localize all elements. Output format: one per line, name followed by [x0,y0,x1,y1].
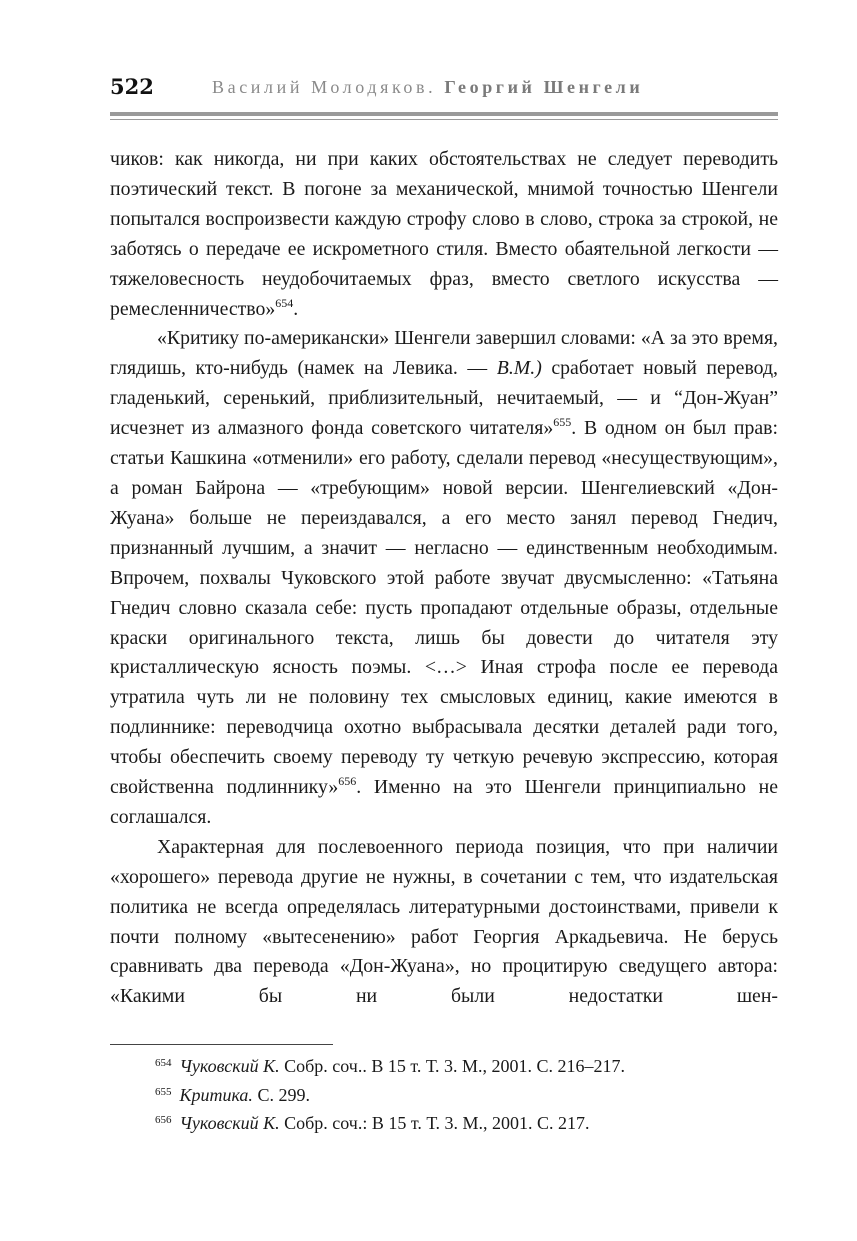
paragraph-3-text: Характерная для послевоенного периода позиция, что при наличии «хорошего» перевода другие не нужны, в сочетании с тем, что издательская политика не всегда определялась литературными достоинствами, привели к почти полному «вытесенению» работ Георгия Аркадьевича. Не берусь сравнивать два перевода «Дон-Жуана», но процитирую сведущего автора: «Какими бы ни были недостатки шен- [110,835,778,1008]
paragraph-1 [110,145,778,324]
page-number: 522 [110,74,154,99]
paragraph-3 [110,833,778,1012]
paragraph-1-tail: . [293,297,299,320]
header-rule-thick [110,112,778,116]
footnote-ref-656: 656 [338,774,357,789]
header-rule-thin [110,119,778,120]
paragraph-2-part-d: . Именно на это Шенгели принципиально не соглашался. [110,776,778,828]
footnote-text: Собр. соч.. В 15 т. Т. 3. М., 2001. С. 216–217. [279,1056,626,1076]
footnote-ref-654: 654 [275,295,294,310]
paragraph-1-text: чиков: как никогда, ни при каких обстоятельствах не следует переводить поэтический текст. В погоне за механической, мнимой точностью Шенгели попытался воспроизвести каждую строфу слово в слово, строка за строкой, не заботясь о передаче ее искрометного стиля. Вместо обаятельной легкости — тяжеловесность неудобочитаемых фраз, вместо светлого искусства — ремесленничество» [110,148,778,320]
main-text [110,145,778,1012]
footnote-separator [110,1044,333,1045]
paragraph-2-part-b: сработает новый перевод, гладенький, серенький, приблизительный, нечитаемый, — и “Дон-Жуан” исчезнет из алмазного фонда советского читателя» [110,357,778,440]
footnote-number: 655 [155,1085,172,1098]
footnote-author: Чуковский К. [179,1113,280,1133]
paragraph-2-part-a: «Критику по-американски» Шенгели завершил словами: «А за это время, глядишь, кто-нибудь (намек на Левика. — [110,327,778,380]
footnote-655 [155,1080,775,1109]
footnote-656 [155,1108,775,1137]
footnotes [155,1051,775,1137]
running-title-book: Георгий Шенгели [444,77,644,97]
footnote-number: 656 [155,1114,172,1126]
running-title [212,77,643,98]
footnote-author: Чуковский К. [179,1056,280,1076]
paragraph-2 [110,324,778,832]
footnote-author: Критика. [179,1084,253,1105]
footnote-text: С. 299. [252,1084,310,1105]
footnote-number: 654 [155,1057,172,1069]
running-header [110,74,778,108]
footnote-ref-655: 655 [553,415,572,430]
footnote-text: Собр. соч.: В 15 т. Т. 3. М., 2001. С. 217. [279,1113,590,1133]
running-title-author: Василий Молодяков. [212,77,437,97]
paragraph-2-part-c: . В одном он был прав: статьи Кашкина «отменили» его работу, сделали перевод «несуществующим», а роман Байрона — «требующим» новой версии. Шенгелиевский «Дон-Жуана» больше не переиздавался, а его место занял перевод Гнедич, признанный лучшим, а значит — негласно — единственным необходимым. Впрочем, похвалы Чуковского этой работе звучат двусмысленно: «Татьяна Гнедич словно сказала себе: пусть пропадают отдельные образы, отдельные краски оригинального текста, лишь бы довести до читателя эту кристаллическую ясность поэмы. <…> Иная строфа после ее перевода утратила чуть ли не половину тех смысловых единиц, какие имеются в подлиннике: переводчица охотно выбрасывала десятки деталей ради того, чтобы обеспечить своему переводу ту четкую речевую экспрессию, которая свойственна подлиннику» [110,417,778,799]
footnote-654 [155,1051,775,1080]
paragraph-2-initials: В.М.) [496,357,542,380]
